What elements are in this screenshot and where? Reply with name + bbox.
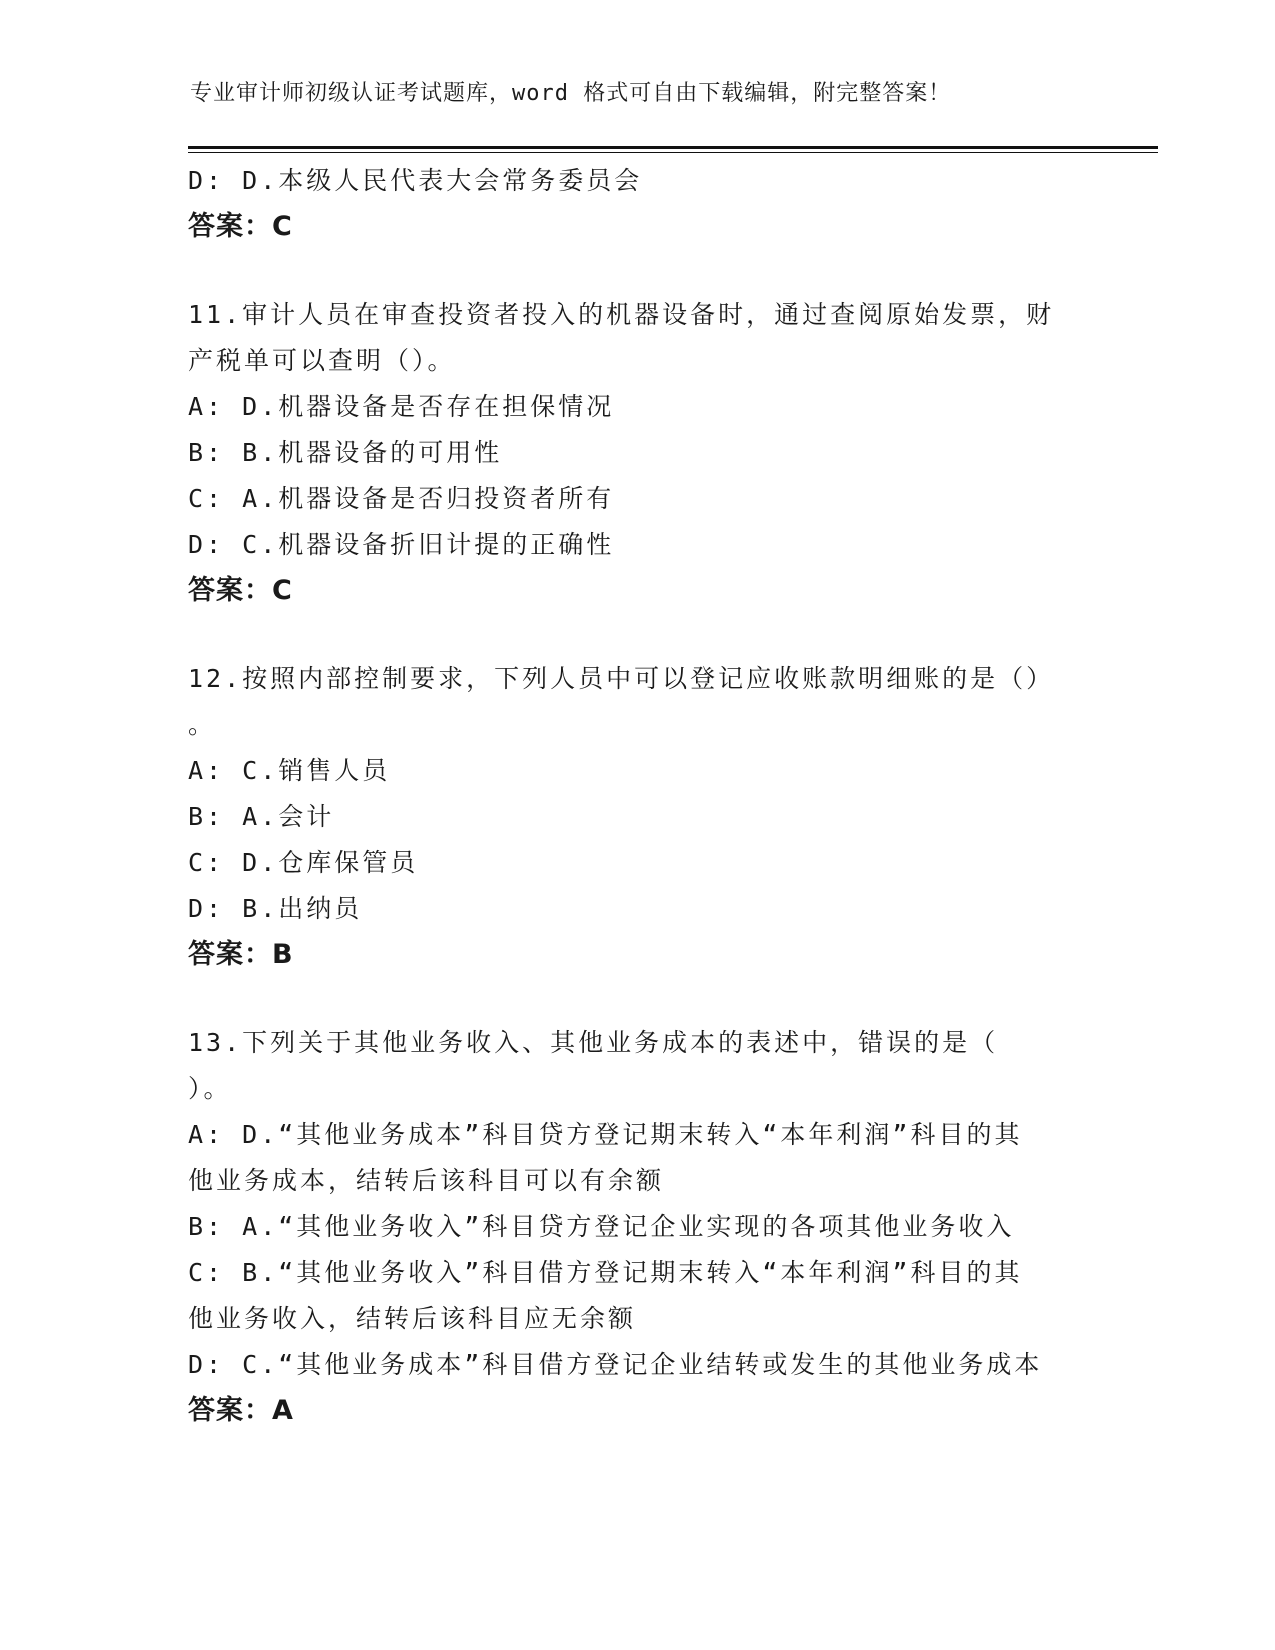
option-line: C: B.“其他业务收入”科目借方登记期末转入“本年利润”科目的其 (188, 1258, 1023, 1287)
option-line: A: D.机器设备是否存在担保情况 (188, 392, 615, 421)
option-line: C: D.仓库保管员 (188, 848, 419, 877)
spacer (188, 614, 1088, 656)
answer-line: 答案：C (188, 575, 293, 606)
question-block (188, 1020, 1088, 1434)
option-line: A: C.销售人员 (188, 756, 391, 785)
question-block (188, 158, 1088, 250)
question-text: ）。 (188, 1074, 232, 1103)
question-list (188, 158, 1088, 1434)
question-text: 12.按照内部控制要求，下列人员中可以登记应收账款明细账的是（） (188, 664, 1055, 693)
question-block (188, 656, 1088, 978)
header-rule-thin (188, 152, 1158, 153)
answer-line: 答案：C (188, 211, 293, 242)
option-line: B: A.“其他业务收入”科目贷方登记企业实现的各项其他业务收入 (188, 1212, 1015, 1241)
question-block (188, 292, 1088, 614)
option-line: 他业务收入，结转后该科目应无余额 (188, 1304, 637, 1333)
option-line: A: D.“其他业务成本”科目贷方登记期末转入“本年利润”科目的其 (188, 1120, 1023, 1149)
question-text: 13.下列关于其他业务收入、其他业务成本的表述中，错误的是（ (188, 1028, 999, 1057)
answer-line: 答案：A (188, 1395, 294, 1426)
option-line: 他业务成本，结转后该科目可以有余额 (188, 1166, 665, 1195)
option-line: B: B.机器设备的可用性 (188, 438, 503, 467)
page-header: 专业审计师初级认证考试题库，word 格式可自由下载编辑，附完整答案！ (190, 81, 952, 106)
header-rule-thick (188, 146, 1158, 149)
spacer (188, 250, 1088, 292)
option-line: B: A.会计 (188, 802, 335, 831)
answer-line: 答案：B (188, 939, 294, 970)
option-line: D: B.出纳员 (188, 894, 363, 923)
option-line: D: D.本级人民代表大会常务委员会 (188, 166, 643, 195)
option-line: D: C.机器设备折旧计提的正确性 (188, 530, 615, 559)
option-line: C: A.机器设备是否归投资者所有 (188, 484, 615, 513)
option-line: D: C.“其他业务成本”科目借方登记企业结转或发生的其他业务成本 (188, 1350, 1043, 1379)
question-text: 11.审计人员在审查投资者投入的机器设备时，通过查阅原始发票，财 (188, 300, 1055, 329)
question-text: 。 (188, 710, 217, 739)
spacer (188, 978, 1088, 1020)
question-text: 产税单可以查明（）。 (188, 346, 456, 375)
